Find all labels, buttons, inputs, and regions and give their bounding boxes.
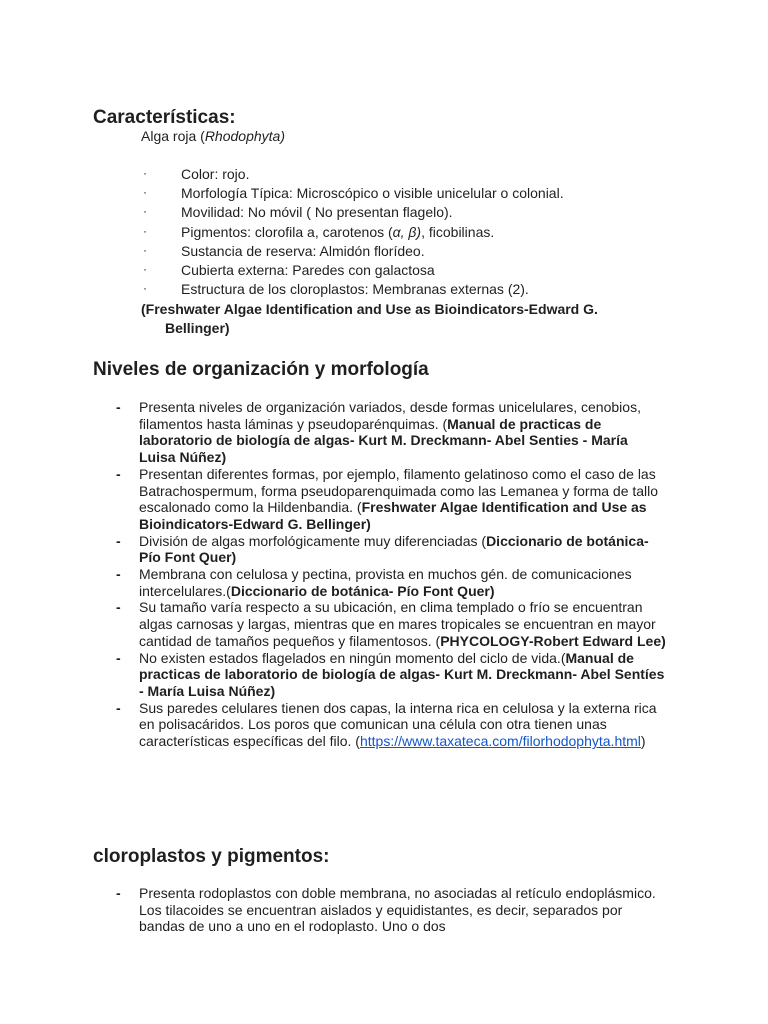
subtitle-alga-roja (141, 127, 285, 145)
list-item (141, 242, 564, 261)
item-text: Presenta niveles de organización variados, desde formas unicelulares, cenobios, filamentos hasta láminas y pseudoparénquimas. ( (139, 399, 641, 432)
section-title-caracteristicas: Características: (93, 107, 236, 128)
item-text: No existen estados flagelados en ningún momento del ciclo de vida.( (139, 649, 566, 666)
bullet-dash: - (116, 885, 121, 901)
list-item (116, 885, 667, 935)
bullet-dash: - (116, 599, 121, 616)
section-title-niveles: Niveles de organización y morfología (93, 359, 429, 380)
list-item (116, 700, 667, 750)
list-item (116, 399, 667, 466)
section-title-cloroplastos: cloroplastos y pigmentos: (93, 846, 330, 867)
list-item (141, 203, 564, 222)
item-citation: PHYCOLOGY-Robert Edward Lee) (440, 632, 666, 649)
item-text: ) (640, 733, 646, 750)
taxateca-link[interactable]: https://www.taxateca.com/filorhodophyta.html (359, 733, 641, 750)
item-text: Movilidad: No móvil ( No presentan flagelo). (181, 204, 453, 221)
cloroplastos-list (116, 885, 667, 935)
list-item (116, 466, 667, 533)
niveles-list (116, 399, 667, 750)
list-item (116, 533, 667, 566)
item-text: Presentan diferentes formas, por ejemplo, filamento gelatinoso como el caso de las Batrachospermum, forma pseudoparenquimada como las Lemanea y forma de tallo escalonado como la Hildenbandia. ( (139, 465, 659, 516)
item-text: Sus paredes celulares tienen dos capas, la interna rica en celulosa y la externa rica en polisacáridos. Los poros que comunican una célula con otra tienen unas características específicas del filo. ( (139, 699, 657, 750)
bullet-dash: - (116, 399, 121, 415)
bullet-dash: - (116, 465, 121, 482)
item-citation: Manual de practicas de laboratorio de biología de algas- Kurt M. Dreckmann- Abel Senties - María Luisa Núñez) (139, 415, 628, 466)
bullet-dash: - (116, 532, 121, 549)
bullet-dot: · (143, 185, 147, 200)
item-text: División de algas morfológicamente muy diferenciadas ( (139, 532, 487, 549)
item-text: Su tamaño varía respecto a su ubicación, en clima templado o frío se encuentran algas carnosas y largas, mientras que en mares tropicales se encuentran en mayor cantidad de tamaños pequeños y filamentosos. ( (139, 599, 656, 649)
list-item (116, 599, 667, 649)
list-item (141, 280, 564, 299)
bullet-dash: - (116, 699, 121, 716)
bullet-dot: · (143, 204, 147, 219)
item-text: Estructura de los cloroplastos: Membranas externas (2). (181, 281, 529, 298)
list-item (116, 566, 667, 599)
item-citation: Diccionario de botánica- Pío Font Quer) (230, 582, 495, 599)
subtitle-italic: Rhodophyta) (204, 128, 285, 144)
citation-line: Bellinger) (165, 320, 230, 336)
item-citation: Freshwater Algae Identification and Use as Bioindicators-Edward G. Bellinger) (139, 499, 647, 532)
list-item (141, 165, 564, 184)
bullet-dot: · (143, 261, 147, 276)
item-text: Color: rojo. (181, 166, 250, 182)
subtitle-prefix: Alga roja ( (141, 128, 205, 144)
list-item (141, 184, 564, 203)
greek-letters: α, β) (392, 223, 422, 240)
item-citation: Diccionario de botánica- Pío Font Quer) (139, 532, 649, 566)
characteristics-list (141, 165, 564, 299)
item-text: , ficobilinas. (421, 223, 495, 240)
citation-bellinger (141, 300, 681, 338)
bullet-dash: - (116, 566, 121, 583)
bullet-dot: · (143, 166, 147, 180)
item-text: Membrana con celulosa y pectina, provista en muchos gén. de comunicaciones intercelulares.( (139, 566, 632, 599)
item-text: Pigmentos: clorofila a, carotenos ( (181, 223, 393, 240)
item-text: Cubierta externa: Paredes con galactosa (181, 261, 435, 278)
bullet-dash: - (116, 649, 121, 666)
bullet-dot: · (143, 281, 147, 296)
item-text: Presenta rodoplastos con doble membrana, no asociadas al retículo endoplásmico. Los tilacoides se encuentran aislados y equidistantes, es decir, separados por bandas de uno a uno en el rodoplasto. Uno o dos (139, 885, 656, 935)
list-item (141, 223, 564, 242)
item-citation: Manual de practicas de laboratorio de biología de algas- Kurt M. Dreckmann- Abel Sentíes - María Luisa Núñez) (139, 649, 665, 699)
item-text: Morfología Típica: Microscópico o visible unicelular o colonial. (181, 185, 564, 202)
citation-line: (Freshwater Algae Identification and Use as Bioindicators-Edward G. (141, 301, 598, 317)
bullet-dot: · (143, 242, 147, 257)
list-item (116, 650, 667, 700)
bullet-dot: · (143, 223, 147, 238)
item-text: Sustancia de reserva: Almidón florídeo. (181, 242, 425, 259)
list-item (141, 261, 564, 280)
